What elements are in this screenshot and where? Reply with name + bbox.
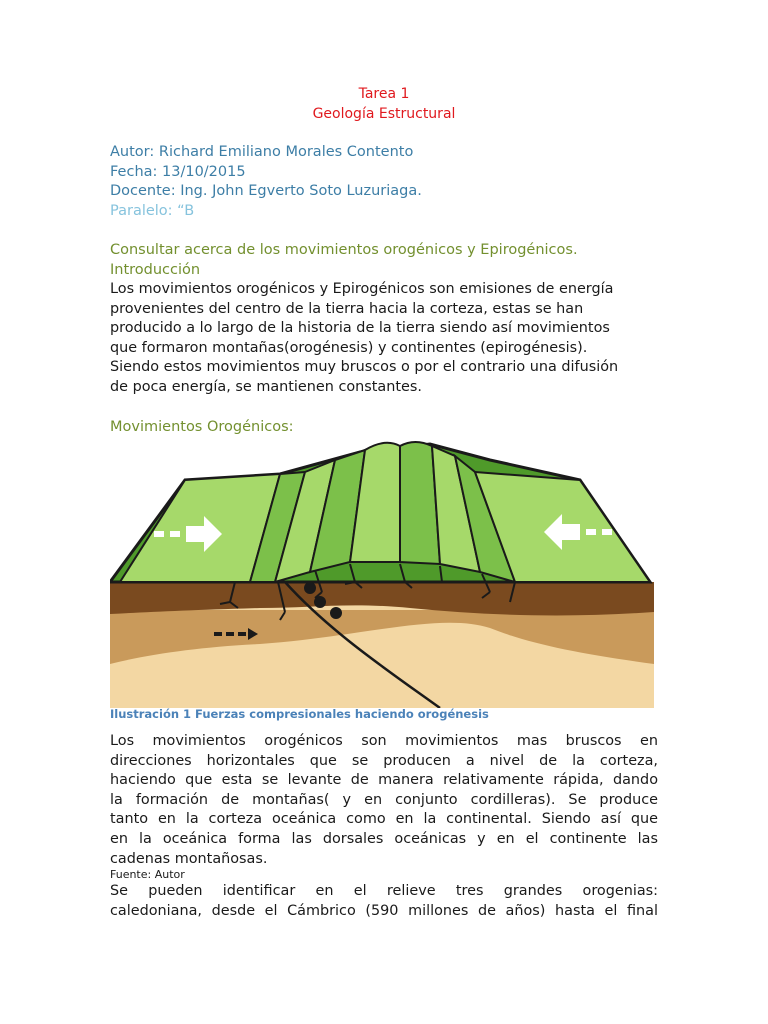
date-line: Fecha: 13/10/2015 (110, 164, 246, 180)
fault-dot (304, 582, 316, 594)
orogenic-heading: Movimientos Orogénicos: (110, 419, 294, 435)
teacher-line: Docente: Ing. John Egverto Soto Luzuriaga. (110, 183, 422, 199)
author-line: Autor: Richard Emiliano Morales Contento (110, 144, 414, 160)
fault-dot (330, 607, 342, 619)
orogenies-paragraph (110, 882, 658, 921)
arrow-dash (602, 529, 612, 535)
fault-dot (314, 596, 326, 608)
paragraph-line: direcciones horizontales que se producen a nivel de la corteza, (110, 752, 658, 769)
intro-line: producido a lo largo de la historia de la tierra siendo así movimientos (110, 320, 610, 337)
figure-source: Fuente: Autor (110, 868, 185, 881)
intro-heading: Introducción (110, 262, 201, 278)
orogenic-paragraph (110, 732, 658, 869)
document-subtitle: Geología Estructural (312, 106, 456, 122)
orogenesis-illustration (110, 432, 654, 708)
arrow-dash (586, 529, 596, 535)
intro-paragraph (110, 280, 658, 398)
paragraph-line: Se pueden identificar en el relieve tres grandes orogenias: (110, 883, 658, 899)
figure-caption: Ilustración 1 Fuerzas compresionales haciendo orogénesis (110, 707, 489, 721)
intro-line: de poca energía, se mantienen constantes. (110, 378, 422, 395)
paragraph-line: en la oceánica forma las dorsales oceánicas y en el continente las (110, 830, 658, 847)
intro-line: Los movimientos orogénicos y Epirogénicos son emisiones de energía (110, 281, 614, 297)
document-title: Tarea 1 (358, 86, 410, 102)
paragraph-line: haciendo que esta se levante de manera relativamente rápida, dando (110, 772, 658, 789)
paragraph-line: Los movimientos orogénicos son movimientos mas bruscos en (110, 733, 658, 749)
section-line: Paralelo: “B (110, 203, 195, 219)
intro-line: provenientes del centro de la tierra hacia la corteza, estas se han (110, 300, 584, 317)
arrow-dash (170, 531, 180, 537)
paragraph-line: cadenas montañosas. (110, 850, 268, 867)
assignment-prompt: Consultar acerca de los movimientos orogénicos y Epirogénicos. (110, 242, 578, 258)
intro-line: Siendo estos movimientos muy bruscos o por el contrario una difusión (110, 359, 619, 376)
paragraph-line: la formación de montañas( y en conjunto cordilleras). Se produce (110, 791, 658, 808)
intro-line: que formaron montañas(orogénesis) y continentes (epirogénesis). (110, 339, 588, 356)
arrow-dash (154, 531, 164, 537)
paragraph-line: caledoniana, desde el Cámbrico (590 millones de años) hasta el final (110, 902, 658, 919)
paragraph-line: tanto en la corteza oceánica como en la continental. Siendo así que (110, 811, 658, 828)
